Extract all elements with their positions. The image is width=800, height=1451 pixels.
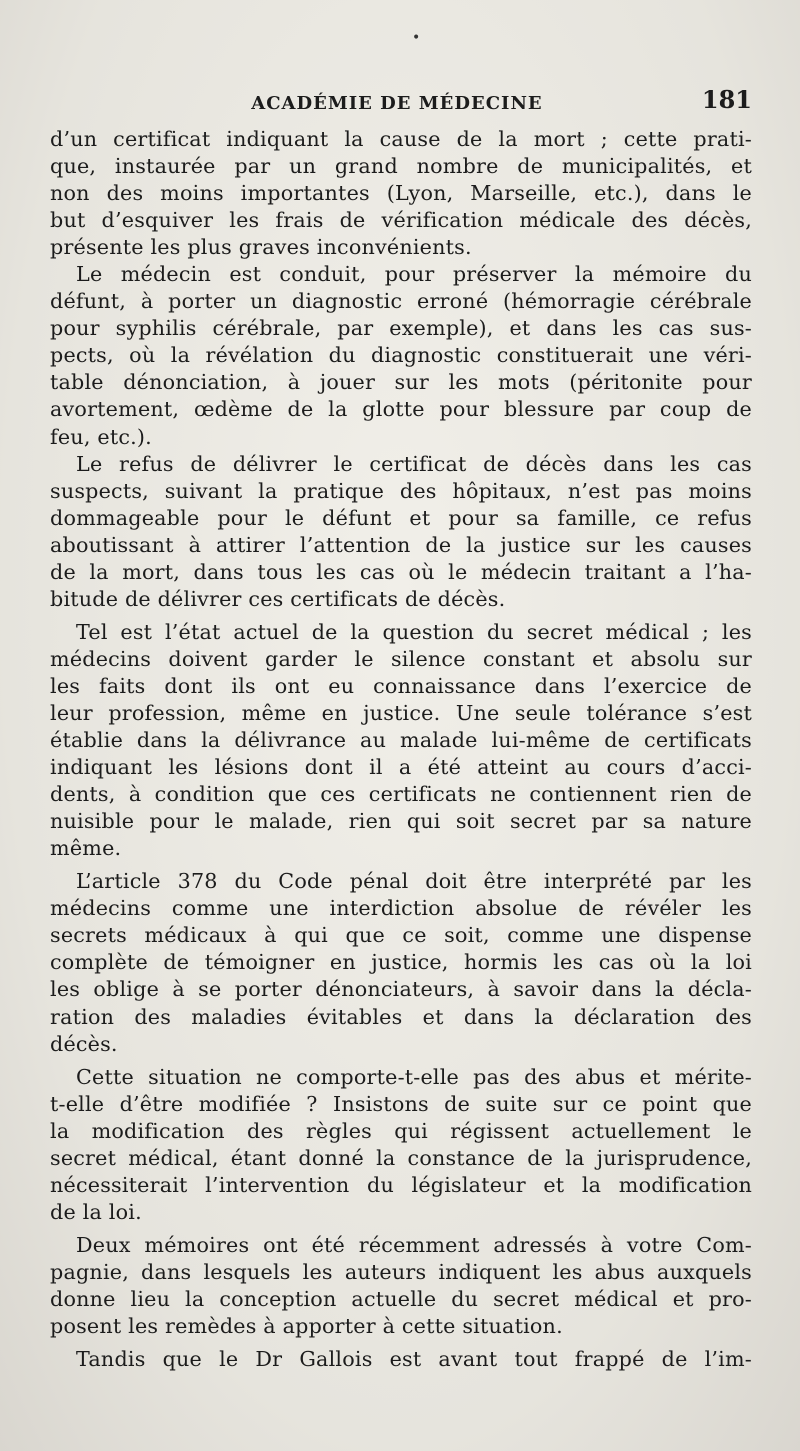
paragraph (50, 1064, 752, 1226)
text-line: pour syphilis cérébrale, par exemple), et dans les cas sus- (50, 316, 752, 341)
text-line: Deux mémoires ont été récemment adressés à votre Com- (76, 1232, 752, 1257)
body-text (50, 126, 752, 1373)
text-line: feu, etc.). (50, 424, 152, 449)
text-line: présente les plus graves inconvénients. (50, 235, 472, 260)
printer-mark: • (412, 30, 421, 46)
paragraph (50, 261, 752, 450)
text-line: leur profession, même en justice. Une seule tolérance s’est (50, 700, 752, 725)
text-line: la modification des règles qui régissent actuellement le (50, 1118, 752, 1143)
text-line: établie dans la délivrance au malade lui-même de certificats (50, 728, 752, 753)
text-line: t-elle d’être modifiée ? Insistons de suite sur ce point que (50, 1091, 752, 1116)
text-line: défunt, à porter un diagnostic erroné (hémorragie cérébrale (50, 289, 752, 314)
text-line: médecins comme une interdiction absolue de révéler les (50, 896, 752, 921)
paragraph (50, 868, 752, 1057)
text-line: suspects, suivant la pratique des hôpitaux, n’est pas moins (50, 478, 752, 503)
text-line: aboutissant à attirer l’attention de la justice sur les causes (50, 532, 752, 557)
text-line: Tel est l’état actuel de la question du secret médical ; les (76, 619, 752, 644)
text-line: Le médecin est conduit, pour préserver la mémoire du (76, 262, 752, 287)
text-line: ration des maladies évitables et dans la déclaration des (50, 1004, 752, 1029)
text-line: secret médical, étant donné la constance de la jurisprudence, (50, 1145, 752, 1170)
text-line: table dénonciation, à jouer sur les mots (péritonite pour (50, 370, 752, 395)
paragraph (50, 1346, 752, 1373)
text-line: dommageable pour le défunt et pour sa famille, ce refus (50, 505, 752, 530)
text-line: d’un certificat indiquant la cause de la mort ; cette prati- (50, 127, 752, 151)
text-line: bitude de délivrer ces certificats de décès. (50, 586, 506, 611)
text-line: secrets médicaux à qui que ce soit, comme une dispense (50, 923, 752, 948)
text-line: L’article 378 du Code pénal doit être interprété par les (76, 869, 752, 894)
text-line: pects, où la révélation du diagnostic constituerait une véri- (50, 343, 752, 368)
text-line: les oblige à se porter dénonciateurs, à savoir dans la décla- (50, 977, 752, 1002)
text-line: nécessiterait l’intervention du législateur et la modification (50, 1172, 752, 1197)
text-line: posent les remèdes à apporter à cette situation. (50, 1314, 563, 1339)
text-line: même. (50, 836, 122, 861)
text-line: but d’esquiver les frais de vérification médicale des décès, (50, 208, 752, 233)
paragraph (50, 451, 752, 613)
text-line: médecins doivent garder le silence constant et absolu sur (50, 646, 752, 671)
paragraph (50, 619, 752, 862)
text-line: de la mort, dans tous les cas où le médecin traitant a l’ha- (50, 559, 752, 584)
text-line: nuisible pour le malade, rien qui soit secret par sa nature (50, 809, 752, 834)
running-head (52, 80, 752, 114)
page-number: 181 (701, 85, 752, 114)
text-line: dents, à condition que ces certificats ne contiennent rien de (50, 782, 752, 807)
text-line: Le refus de délivrer le certificat de décès dans les cas (76, 451, 752, 476)
text-line: que, instaurée par un grand nombre de municipalités, et (50, 154, 752, 179)
text-line: Cette situation ne comporte-t-elle pas des abus et mérite- (76, 1064, 752, 1089)
text-line: pagnie, dans lesquels les auteurs indiquent les abus auxquels (50, 1259, 752, 1284)
text-line: les faits dont ils ont eu connaissance dans l’exercice de (50, 673, 752, 698)
text-line: non des moins importantes (Lyon, Marseille, etc.), dans le (50, 181, 752, 206)
text-line: indiquant les lésions dont il a été atteint au cours d’acci- (50, 755, 752, 780)
text-line: complète de témoigner en justice, hormis les cas où la loi (50, 950, 752, 975)
paragraph (50, 1232, 752, 1340)
text-line: donne lieu la conception actuelle du secret médical et pro- (50, 1286, 752, 1311)
text-line: de la loi. (50, 1199, 142, 1224)
text-line: décès. (50, 1031, 118, 1056)
paragraph (50, 126, 752, 261)
text-line: Tandis que le Dr Gallois est avant tout frappé de l’im- (76, 1347, 752, 1372)
text-line: avortement, œdème de la glotte pour blessure par coup de (50, 397, 752, 422)
running-title: ACADÉMIE DE MÉDECINE (251, 93, 543, 114)
